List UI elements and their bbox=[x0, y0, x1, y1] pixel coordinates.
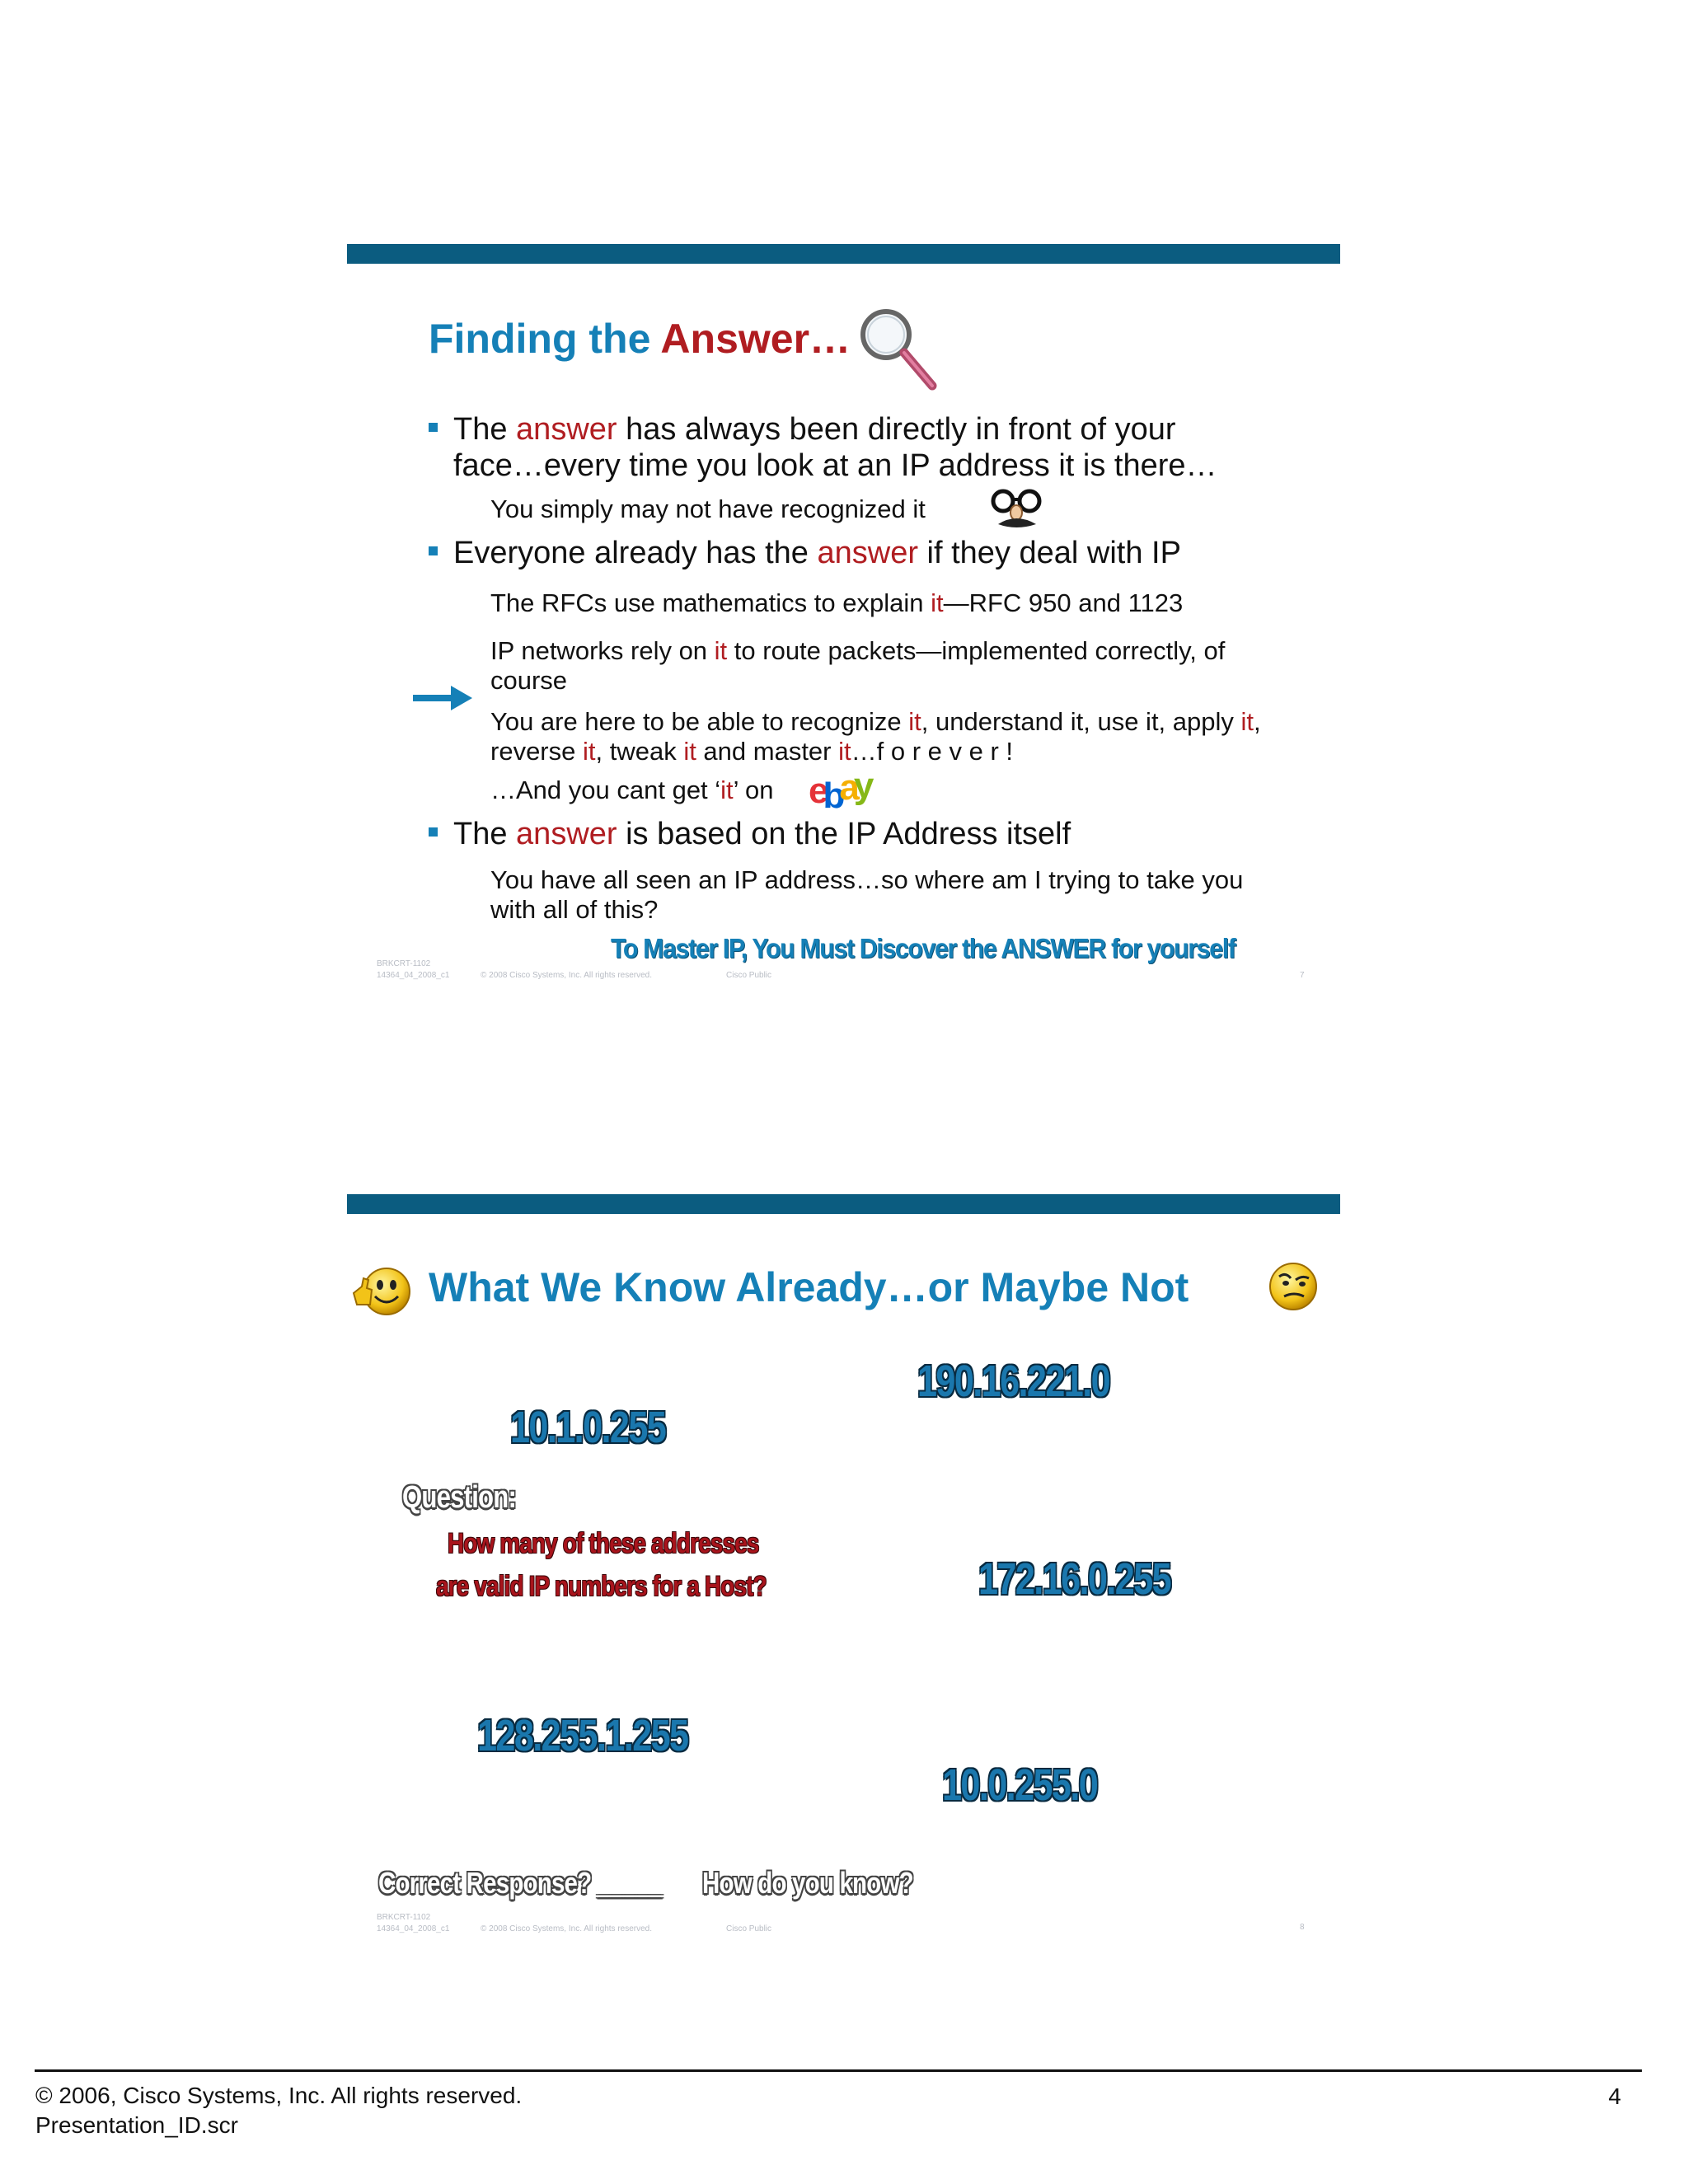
ip-address: 10.0.255.0 bbox=[942, 1760, 1098, 1810]
tagline: To Master IP, You Must Discover the ANSWER for yourself bbox=[611, 933, 1236, 963]
skeptical-smiley-icon bbox=[1266, 1258, 1320, 1313]
footer-public: Cisco Public bbox=[726, 971, 772, 980]
title-text: Finding the bbox=[429, 316, 661, 362]
bullet-based-on-address: The answer is based on the IP Address itself bbox=[429, 816, 1253, 852]
bullet-marker bbox=[429, 423, 438, 432]
footer-slide-number: 8 bbox=[1300, 1923, 1305, 1932]
footer-id: 14364_04_2008_c1 bbox=[377, 971, 450, 980]
sub-seen-ip-address: You have all seen an IP address…so where am I trying to take you with all of this? bbox=[490, 865, 1244, 924]
question-label: Question: bbox=[402, 1480, 517, 1515]
page-footer bbox=[35, 2081, 522, 2140]
sub-cant-get-on-ebay: …And you cant get ‘it’ on bbox=[490, 776, 774, 804]
footer-code: BRKCRT-1102 bbox=[377, 1913, 431, 1922]
footer-id: 14364_04_2008_c1 bbox=[377, 1924, 450, 1933]
sub-networks-rely: IP networks rely on it to route packets—implemented correctly, of course bbox=[490, 636, 1226, 695]
disguise-glasses-icon bbox=[988, 488, 1046, 532]
ip-address: 128.255.1.255 bbox=[477, 1711, 688, 1760]
bullet-answer-in-front: The answer has always been directly in front of your face…every time you look at an IP address it is there… bbox=[429, 411, 1253, 484]
bullet-marker bbox=[429, 546, 438, 555]
title-highlight: Answer… bbox=[660, 316, 851, 362]
svg-text:ebay: ebay bbox=[809, 770, 869, 813]
slide-finding-the-answer bbox=[347, 244, 1340, 1002]
arrow-right-icon bbox=[413, 684, 474, 712]
footer-code: BRKCRT-1102 bbox=[377, 959, 431, 968]
footer-copyright: © 2008 Cisco Systems, Inc. All rights reserved. bbox=[481, 1924, 653, 1933]
page-copyright: © 2006, Cisco Systems, Inc. All rights reserved. bbox=[35, 2083, 523, 2108]
footer-slide-number: 7 bbox=[1300, 971, 1305, 980]
page-footer-rule bbox=[35, 2069, 1642, 2072]
page-number: 4 bbox=[1608, 2083, 1621, 2109]
ip-address: 10.1.0.255 bbox=[510, 1403, 666, 1452]
slide-top-bar bbox=[347, 244, 1340, 264]
ip-address: 172.16.0.255 bbox=[978, 1554, 1171, 1604]
ip-address: 190.16.221.0 bbox=[917, 1357, 1110, 1406]
bullet-everyone-has-answer: Everyone already has the answer if they deal with IP bbox=[429, 535, 1253, 571]
question-line-1: How many of these addresses bbox=[448, 1528, 759, 1559]
sub-recognize-it: You are here to be able to recognize it, understand it, use it, apply it, reverse it, tweak it and master it…f o r e v e r ! bbox=[490, 707, 1261, 766]
thumbs-up-smiley-icon bbox=[350, 1262, 413, 1318]
ebay-logo bbox=[809, 770, 907, 813]
bullet-marker bbox=[429, 827, 438, 837]
slide-what-we-know bbox=[347, 1194, 1340, 1952]
question-line-2: are valid IP numbers for a Host? bbox=[436, 1571, 767, 1602]
correct-response-label: Correct Response? _____ bbox=[378, 1866, 662, 1900]
page-file-name: Presentation_ID.scr bbox=[35, 2112, 238, 2138]
slide-title: What We Know Already…or Maybe Not bbox=[429, 1264, 1189, 1310]
slide-top-bar bbox=[347, 1194, 1340, 1214]
slide-title bbox=[429, 315, 851, 363]
how-do-you-know-label: How do you know? bbox=[702, 1866, 913, 1900]
sub-not-recognized: You simply may not have recognized it bbox=[490, 494, 926, 523]
footer-copyright: © 2008 Cisco Systems, Inc. All rights reserved. bbox=[481, 971, 653, 980]
magnifier-icon bbox=[856, 303, 947, 398]
footer-public: Cisco Public bbox=[726, 1924, 772, 1933]
sub-rfcs: The RFCs use mathematics to explain it—RFC 950 and 1123 bbox=[490, 588, 1184, 617]
